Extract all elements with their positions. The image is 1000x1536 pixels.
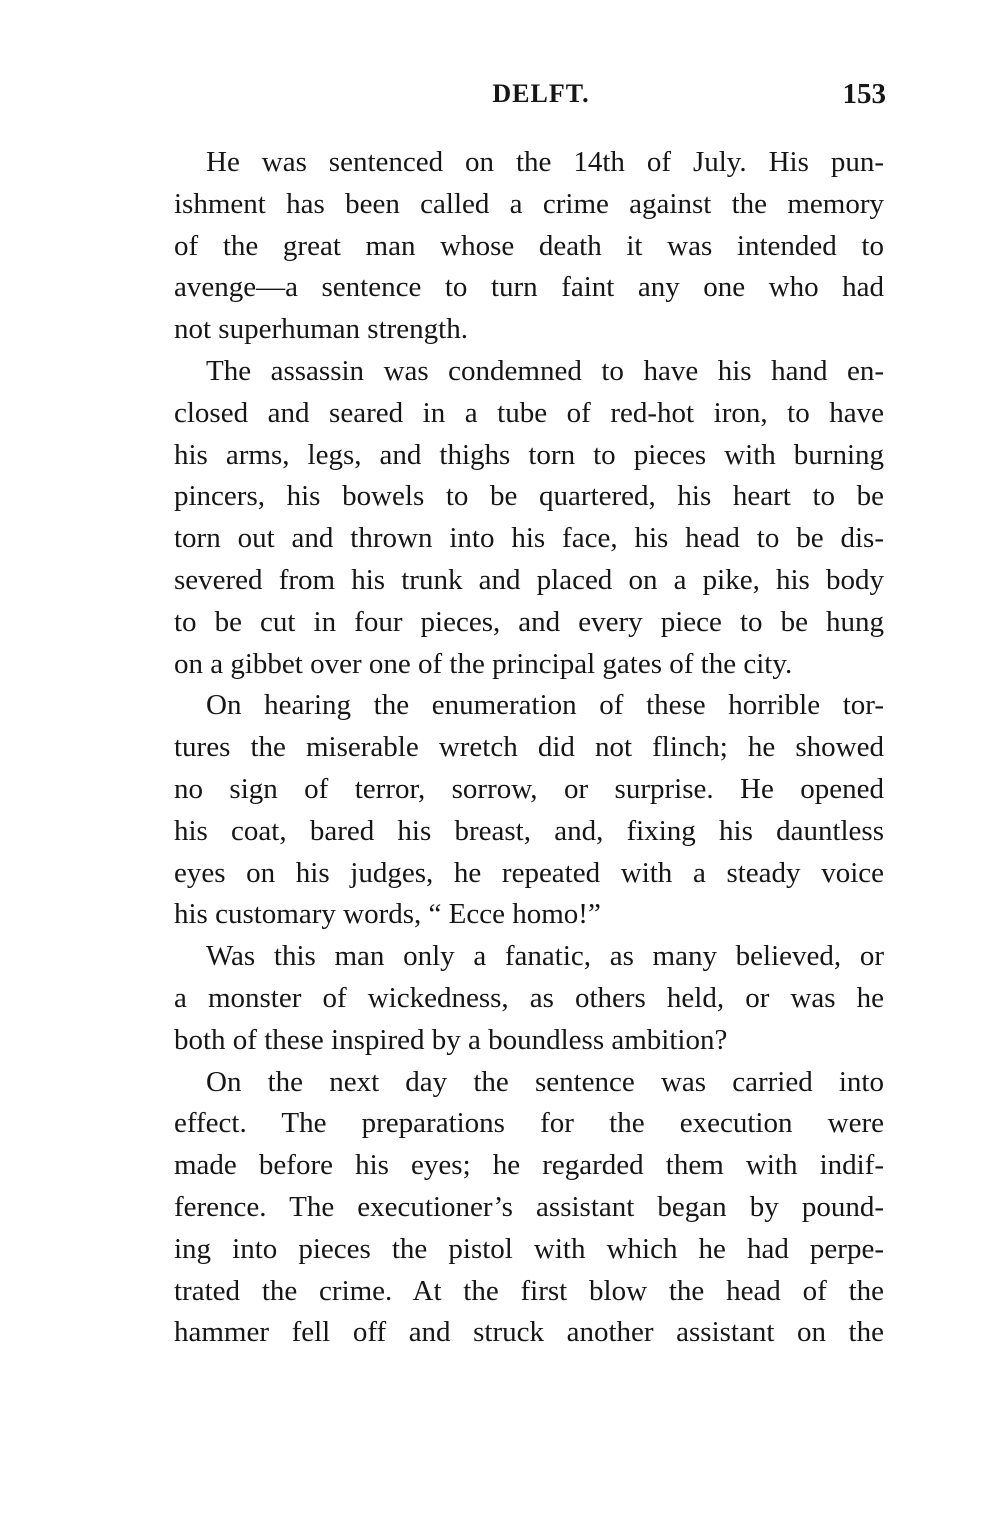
text-line: to be cut in four pieces, and every piece to be hung [174,605,884,638]
text-line: On the next day the sentence was carried into [206,1065,884,1098]
paragraph [174,142,884,351]
text-line: not superhuman strength. [174,313,468,346]
text-line: ishment has been called a crime against the memory [174,187,884,220]
text-line: his customary words, “ Ecce homo!” [174,898,601,931]
paragraph [174,1062,884,1355]
text-line: closed and seared in a tube of red-hot iron, to have [174,396,884,429]
paragraph [174,351,884,685]
text-line: pincers, his bowels to be quartered, his heart to be [174,480,884,513]
text-line: He was sentenced on the 14th of July. His pun- [206,146,884,178]
text-line: hammer fell off and struck another assistant on the [174,1316,884,1349]
paragraph [174,685,884,936]
text-line: effect. The preparations for the execution were [174,1107,884,1140]
text-line: of the great man whose death it was intended to [174,229,884,262]
text-line: On hearing the enumeration of these horrible tor- [206,689,884,722]
text-line: a monster of wickedness, as others held, or was he [174,981,884,1014]
text-line: ference. The executioner’s assistant began by pound- [174,1190,884,1223]
text-line: eyes on his judges, he repeated with a steady voice [174,856,884,889]
text-line: his coat, bared his breast, and, fixing his dauntless [174,814,884,847]
text-line: made before his eyes; he regarded them with indif- [174,1149,884,1182]
paragraph [174,936,884,1061]
text-line: ing into pieces the pistol with which he had perpe- [174,1232,884,1265]
text-line: avenge—a sentence to turn faint any one who had [174,271,884,304]
text-line: severed from his trunk and placed on a pike, his body [174,563,884,596]
page-number: 153 [842,78,886,110]
text-line: both of these inspired by a boundless ambition? [174,1023,728,1056]
text-line: tures the miserable wretch did not flinch; he showed [174,731,884,764]
text-line: no sign of terror, sorrow, or surprise. He opened [174,772,884,805]
page-header [174,74,886,114]
running-title: DELFT. [492,79,590,108]
text-line: The assassin was condemned to have his hand en- [206,354,884,387]
text-line: his arms, legs, and thighs torn to pieces with burning [174,438,884,471]
body-text [174,142,884,1354]
text-line: on a gibbet over one of the principal gates of the city. [174,647,793,680]
text-line: Was this man only a fanatic, as many believed, or [206,940,884,973]
text-line: torn out and thrown into his face, his head to be dis- [174,522,884,555]
text-line: trated the crime. At the first blow the head of the [174,1274,884,1307]
